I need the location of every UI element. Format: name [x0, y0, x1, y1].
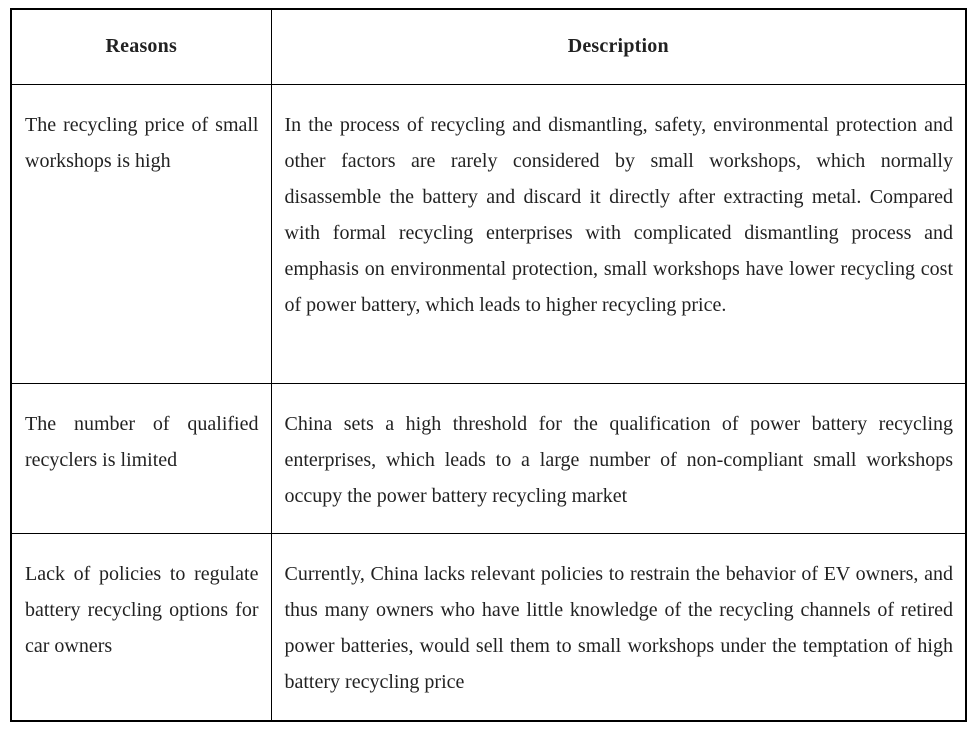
description-cell: China sets a high threshold for the qualification of power battery recycling enterprises, which leads to a large number of non-compliant small workshops occupy the power battery recycling market [271, 383, 966, 533]
reason-cell: The recycling price of small workshops is high [11, 84, 271, 383]
table-row [11, 383, 966, 533]
description-cell: In the process of recycling and dismantling, safety, environmental protection and other factors are rarely considered by small workshops, which normally disassemble the battery and discard it directly after extracting metal. Compared with formal recycling enterprises with complicated dismantling process and emphasis on environmental protection, small workshops have lower recycling cost of power battery, which leads to higher recycling price. [271, 84, 966, 383]
description-cell: Currently, China lacks relevant policies to restrain the behavior of EV owners, and thus many owners who have little knowledge of the recycling channels of retired power batteries, would sell them to small workshops under the temptation of high battery recycling price [271, 533, 966, 721]
table-row [11, 533, 966, 721]
reasons-description-table [10, 8, 967, 722]
reason-cell: Lack of policies to regulate battery recycling options for car owners [11, 533, 271, 721]
table-row [11, 84, 966, 383]
reason-cell: The number of qualified recyclers is limited [11, 383, 271, 533]
header-row [11, 9, 966, 84]
column-header-reasons: Reasons [11, 9, 271, 84]
column-header-description: Description [271, 9, 966, 84]
